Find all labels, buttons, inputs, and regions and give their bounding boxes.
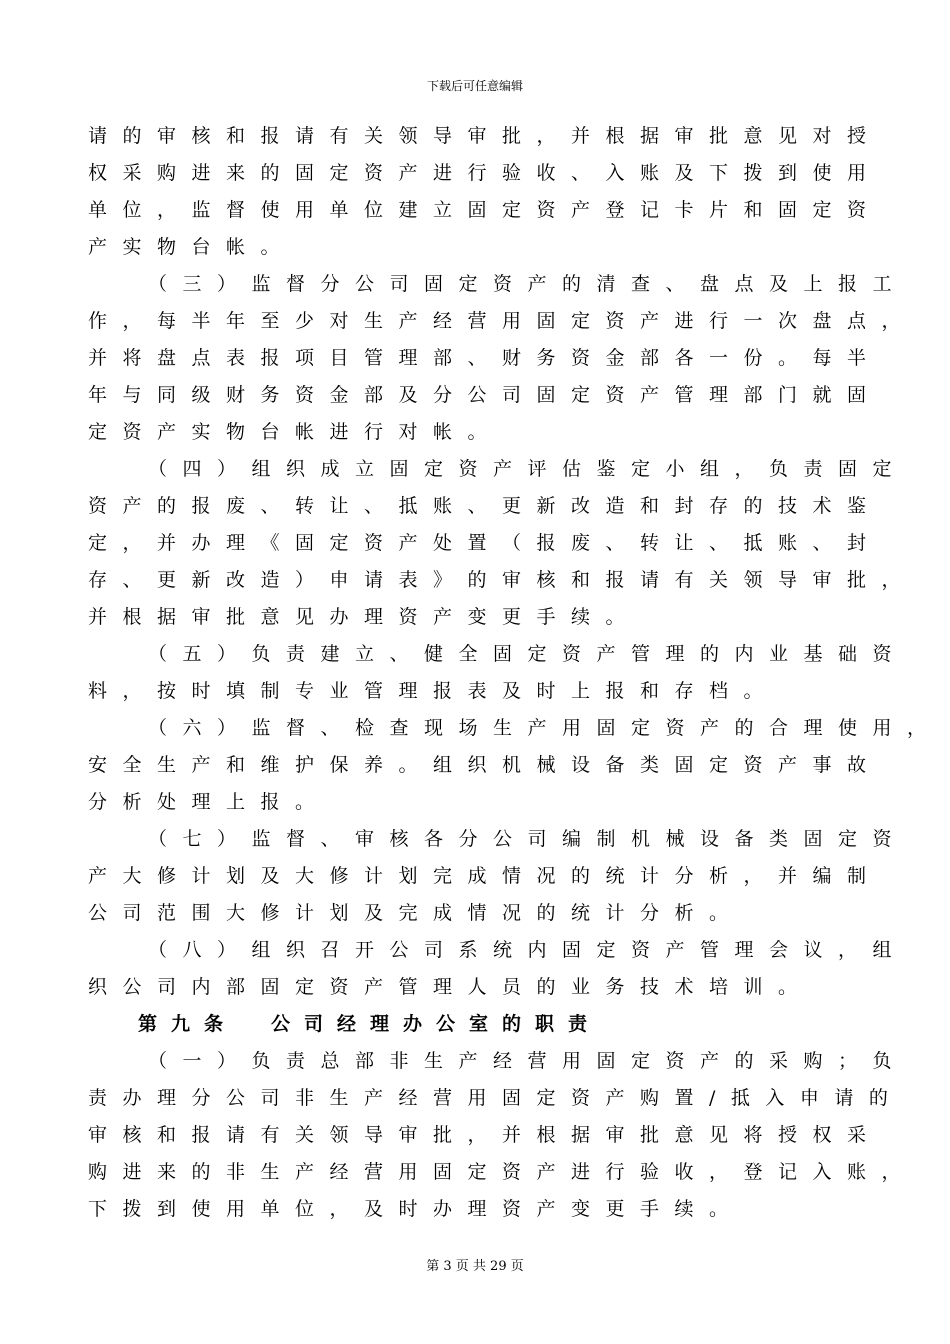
- paragraph-line: （一）负责总部非生产经营用固定资产的采购；负: [148, 1050, 908, 1072]
- paragraph-line: 作，每半年至少对生产经营用固定资产进行一次盘点，: [88, 310, 917, 332]
- paragraph-line: 年与同级财务资金部及分公司固定资产管理部门就固: [88, 384, 882, 406]
- paragraph-line: （六）监督、检查现场生产用固定资产的合理使用，: [148, 717, 942, 739]
- paragraph-line: （三）监督分公司固定资产的清查、盘点及上报工: [148, 273, 908, 295]
- paragraph-line: 存、更新改造）申请表》的审核和报请有关领导审批，: [88, 569, 917, 591]
- paragraph-line: 安全生产和维护保养。组织机械设备类固定资产事故: [88, 754, 882, 776]
- paragraph-line: 分析处理上报。: [88, 791, 330, 813]
- paragraph-line: 产大修计划及大修计划完成情况的统计分析，并编制: [88, 865, 882, 887]
- paragraph-line: （四）组织成立固定资产评估鉴定小组，负责固定: [148, 458, 908, 480]
- paragraph-line: 请的审核和报请有关领导审批，并根据审批意见对授: [88, 125, 882, 147]
- paragraph-line: 购进来的非生产经营用固定资产进行验收，登记入账，: [88, 1161, 917, 1183]
- paragraph-line: 下拨到使用单位，及时办理资产变更手续。: [88, 1198, 744, 1220]
- paragraph-line: 公司范围大修计划及完成情况的统计分析。: [88, 902, 744, 924]
- paragraph-line: 产实物台帐。: [88, 236, 296, 258]
- paragraph-line: 单位，监督使用单位建立固定资产登记卡片和固定资: [88, 199, 882, 221]
- paragraph-line: （七）监督、审核各分公司编制机械设备类固定资: [148, 828, 908, 850]
- article-heading: [88, 1006, 862, 1043]
- paragraph-line: 定资产实物台帐进行对帐。: [88, 421, 503, 443]
- paragraph-line: 织公司内部固定资产管理人员的业务技术培训。: [88, 976, 813, 998]
- paragraph-line: 责办理分公司非生产经营用固定资产购置/抵入申请的: [88, 1087, 904, 1109]
- document-body: [88, 118, 942, 1228]
- page-header: 下载后可任意编辑: [426, 79, 523, 93]
- paragraph-line: 资产的报废、转让、抵账、更新改造和封存的技术鉴: [88, 495, 882, 517]
- paragraph-line: 审核和报请有关领导审批，并根据审批意见将授权采: [88, 1124, 882, 1146]
- paragraph-line: 料，按时填制专业管理报表及时上报和存档。: [88, 680, 779, 702]
- paragraph-line: 并根据审批意见办理资产变更手续。: [88, 606, 641, 628]
- article-title: 公司经理办公室的职责: [271, 1013, 602, 1035]
- paragraph-line: （八）组织召开公司系统内固定资产管理会议，组: [148, 939, 908, 961]
- paragraph-line: 权采购进来的固定资产进行验收、入账及下拨到使用: [88, 162, 882, 184]
- article-number: 第九条: [138, 1013, 238, 1035]
- page-footer: 第 3 页 共 29 页: [426, 1259, 524, 1274]
- paragraph-line: 定，并办理《固定资产处置（报废、转让、抵账、封: [88, 532, 882, 554]
- paragraph-line: （五）负责建立、健全固定资产管理的内业基础资: [148, 643, 908, 665]
- paragraph-line: 并将盘点表报项目管理部、财务资金部各一份。每半: [88, 347, 882, 369]
